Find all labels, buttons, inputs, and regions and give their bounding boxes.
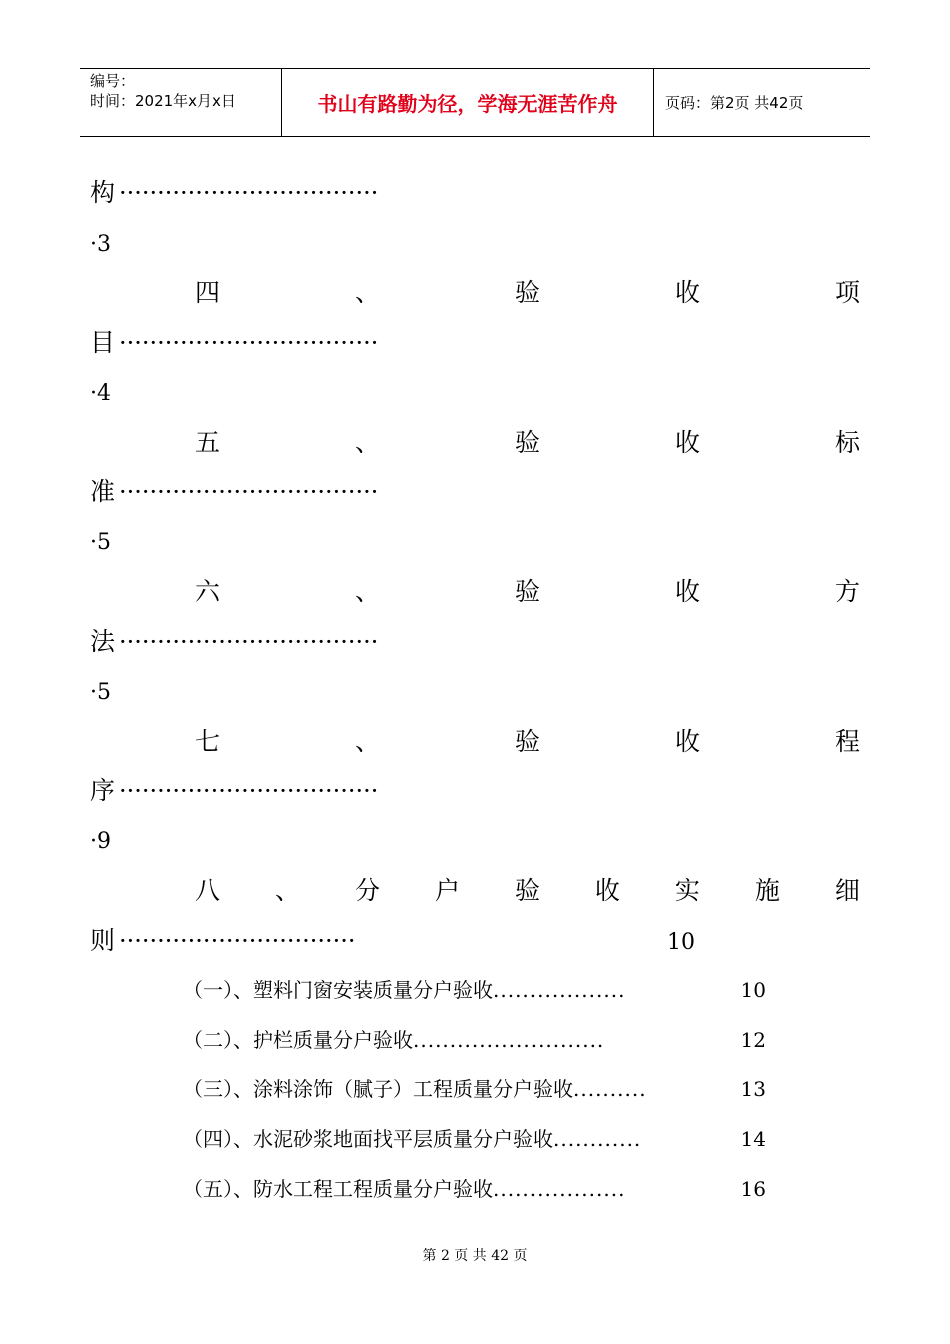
toc-page-number: 13 xyxy=(740,1077,766,1101)
toc-sub-label: （五）、防水工程工程质量分户验收 xyxy=(183,1177,493,1201)
toc-char: 收 xyxy=(674,278,700,307)
toc-leader: ............ xyxy=(553,1127,642,1151)
toc-char: 细 xyxy=(834,876,860,905)
toc-entry-8-tail xyxy=(90,926,695,958)
toc-char: 验 xyxy=(514,876,540,905)
toc-entry-tail: 准 xyxy=(90,477,116,506)
toc-char: 、 xyxy=(354,577,380,606)
toc-char: 验 xyxy=(514,428,540,457)
toc-leader: .................. xyxy=(493,978,626,1002)
toc-char: 收 xyxy=(674,577,700,606)
toc-page-number: ·5 xyxy=(90,680,111,705)
toc-entry-8-head xyxy=(195,876,860,906)
toc-entry-tail: 法 xyxy=(90,627,116,656)
toc-sub-label: （二）、护栏质量分户验收 xyxy=(183,1028,413,1052)
toc-leader: ·································· xyxy=(119,329,379,357)
toc-page-number: 12 xyxy=(740,1028,766,1052)
motto-cell xyxy=(282,69,654,136)
toc-leader: .......................... xyxy=(413,1028,605,1052)
toc-page-number: 16 xyxy=(740,1177,766,1201)
toc-entry-tail: 序 xyxy=(90,776,116,805)
toc-char: 验 xyxy=(514,278,540,307)
toc-entry-tail: 则 xyxy=(90,926,116,955)
toc-leader: ·································· xyxy=(119,777,379,805)
toc-entry-6-tail xyxy=(90,627,860,657)
toc-entry-3 xyxy=(90,178,860,208)
motto-text: 书山有路勤为径，学海无涯苦作舟 xyxy=(317,92,618,116)
toc-char: 验 xyxy=(514,727,540,756)
toc-char: 实 xyxy=(674,876,700,905)
toc-entry-5-head xyxy=(195,428,860,458)
toc-char: 户 xyxy=(434,876,460,905)
toc-sub-label: （四）、水泥砂浆地面找平层质量分户验收 xyxy=(183,1127,553,1151)
toc-sub-entry xyxy=(183,977,766,1003)
toc-char: 八 xyxy=(195,876,221,905)
document-header xyxy=(80,68,870,137)
header-info-cell xyxy=(80,69,282,136)
toc-char: 收 xyxy=(674,428,700,457)
toc-sub-entry xyxy=(183,1126,766,1152)
toc-sub-label: （三）、涂料涂饰（腻子）工程质量分户验收 xyxy=(183,1077,573,1101)
toc-sub-label: （一）、塑料门窗安装质量分户验收 xyxy=(183,978,493,1002)
toc-char: 四 xyxy=(195,278,221,307)
toc-char: 分 xyxy=(354,876,380,905)
toc-page-number: 10 xyxy=(667,930,695,955)
toc-sub-entry xyxy=(183,1176,766,1202)
toc-page-number: ·9 xyxy=(90,829,111,854)
toc-leader: ·································· xyxy=(119,628,379,656)
toc-sub-entry xyxy=(183,1027,766,1053)
toc-page-number: ·5 xyxy=(90,530,111,555)
toc-char: 、 xyxy=(354,727,380,756)
toc-char: 五 xyxy=(195,428,221,457)
toc-leader: ······························· xyxy=(119,927,356,955)
toc-char: 项 xyxy=(834,278,860,307)
toc-leader: .................. xyxy=(493,1177,626,1201)
toc-char: 施 xyxy=(754,876,780,905)
toc-char: 、 xyxy=(354,278,380,307)
toc-leader: .......... xyxy=(573,1077,647,1101)
toc-entry-tail: 构 xyxy=(90,178,116,207)
toc-page-number: ·4 xyxy=(90,381,111,406)
toc-entry-4-tail xyxy=(90,328,860,358)
page-info: 页码：第2页 共42页 xyxy=(665,94,804,112)
toc-char: 六 xyxy=(195,577,221,606)
toc-char: 七 xyxy=(195,727,221,756)
toc-leader: ·································· xyxy=(119,478,379,506)
toc-page-number: 10 xyxy=(740,978,766,1002)
toc-char: 、 xyxy=(354,428,380,457)
toc-entry-7-head xyxy=(195,727,860,757)
toc-char: 验 xyxy=(514,577,540,606)
toc-page-number: 14 xyxy=(740,1127,766,1151)
toc-char: 收 xyxy=(674,727,700,756)
page-footer: 第 2 页 共 42 页 xyxy=(422,1248,528,1264)
toc-char: 、 xyxy=(274,876,300,905)
toc-char: 标 xyxy=(834,428,860,457)
toc-entry-6-head xyxy=(195,577,860,607)
toc-leader: ·································· xyxy=(119,179,379,207)
toc-entry-tail: 目 xyxy=(90,328,116,357)
toc-char: 收 xyxy=(594,876,620,905)
number-label: 编号： xyxy=(90,72,136,90)
toc-entry-4-head xyxy=(195,278,860,308)
toc-char: 方 xyxy=(834,577,860,606)
page-info-cell xyxy=(655,69,870,136)
toc-entry-5-tail xyxy=(90,477,860,507)
toc-page-number: ·3 xyxy=(90,232,111,257)
toc-entry-7-tail xyxy=(90,776,860,806)
toc-char: 程 xyxy=(834,727,860,756)
time-label: 时间：2021年x月x日 xyxy=(90,92,236,110)
toc-sub-entry xyxy=(183,1076,766,1102)
